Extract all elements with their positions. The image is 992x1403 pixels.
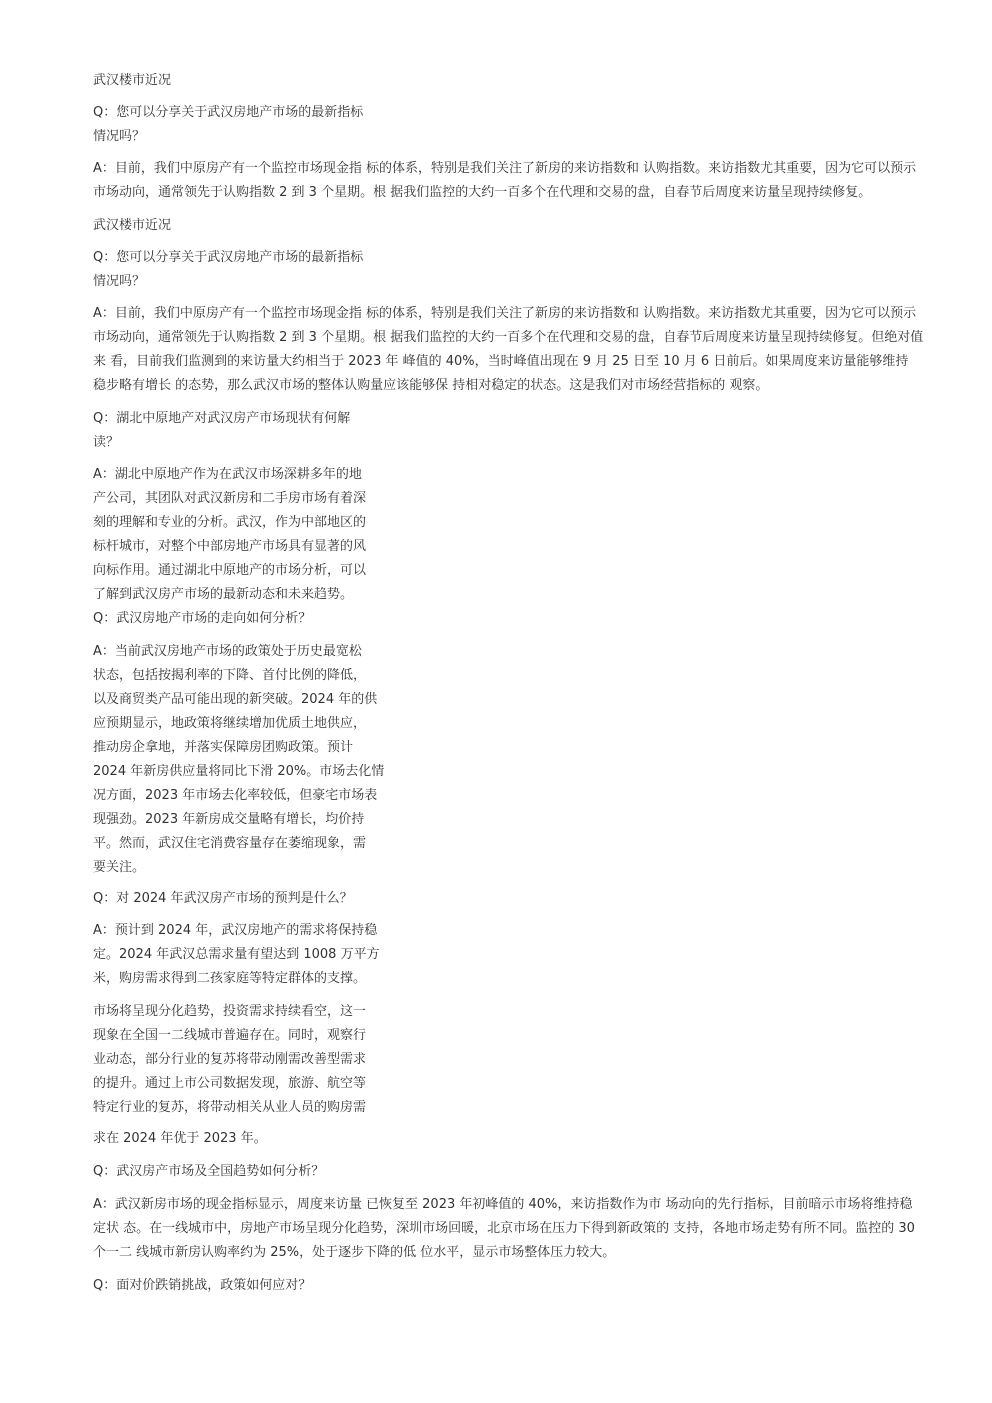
question-paragraph: Q：您可以分享关于武汉房地产市场的最新指标 情况吗？ (93, 105, 364, 144)
answer-paragraph: A：预计到 2024 年，武汉房地产的需求将保持稳 定。2024 年武汉总需求量有望达到 1008 万平方 米，购房需求得到二孩家庭等特定群体的支撑。 (93, 923, 380, 986)
answer-paragraph: A：湖北中原地产作为在武汉市场深耕多年的地 产公司，其团队对武汉新房和二手房市场有着深 刻的理解和专业的分析。武汉，作为中部地区的 标杆城市，对整个中部房地产市场具有显著的风 向标作用。通过湖北中原地产的市场分析，可以 了解到武汉房产市场的最新动态和未来趋势。 (93, 467, 367, 602)
body-paragraph: 市场将呈现分化趋势，投资需求持续看空，这一 现象在全国一二线城市普遍存在。同时，观察行 业动态，部分行业的复苏将带动刚需改善型需求 的提升。通过上市公司数据发现，旅游、航空等 特定行业的复苏，将带动相关从业人员的购房需 (93, 1004, 367, 1115)
answer-paragraph: A：目前，我们中原房产有一个监控市场现金指 标的体系，特别是我们关注了新房的来访指数和 认购指数。来访指数尤其重要，因为它可以预示 市场动向，通常领先于认购指数 2 到 3 个星期。根 据我们监控的大约一百多个在代理和交易的盘，自春节后周度来访量呈现持续修复。 (93, 161, 917, 200)
section-title: 武汉楼市近况 (93, 218, 172, 233)
question-paragraph: Q：湖北中原地产对武汉房产市场现状有何解 读？ (93, 411, 351, 450)
question-paragraph: Q：您可以分享关于武汉房地产市场的最新指标 情况吗？ (93, 250, 364, 289)
question-paragraph: Q：面对价跌销挑战，政策如何应对？ (93, 1278, 312, 1293)
answer-paragraph: A：武汉新房市场的现金指标显示，周度来访量 已恢复至 2023 年初峰值的 40%，来访指数作为市 场动向的先行指标，目前暗示市场将维持稳 定状 态。在一线城市中，房地产市场呈现分化趋势，深圳市场回暖，北京市场在压力下得到新政策的 支持，各地市场走势有所不同。监控的 30 个一二 线城市新房认购率约为 25%，处于逐步下降的低 位水平，显示市场整体压力较大。 (93, 1197, 915, 1260)
question-paragraph: Q：对 2024 年武汉房产市场的预判是什么？ (93, 891, 353, 906)
question-paragraph: Q：武汉房产市场及全国趋势如何分析？ (93, 1164, 325, 1179)
body-paragraph: 求在 2024 年优于 2023 年。 (93, 1131, 267, 1146)
question-paragraph: Q：武汉房地产市场的走向如何分析？ (93, 611, 312, 626)
answer-paragraph: A：当前武汉房地产市场的政策处于历史最宽松 状态，包括按揭利率的下降、首付比例的降低， 以及商贸类产品可能出现的新突破。2024 年的供 应预期显示，地政策将继续增加优质土地供应， 推动房企拿地，并落实保障房团购政策。预计 2024 年新房供应量将同比下滑 20%。市场去化情 况方面，2023 年市场去化率较低，但豪宅市场表 现强劲。2023 年新房成交量略有增长，均价持 平。然而，武汉住宅消费容量存在萎缩现象，需 要关注。 (93, 644, 385, 875)
section-title: 武汉楼市近况 (93, 73, 172, 88)
answer-paragraph: A：目前，我们中原房产有一个监控市场现金指 标的体系，特别是我们关注了新房的来访指数和 认购指数。来访指数尤其重要，因为它可以预示 市场动向，通常领先于认购指数 2 到 3 个星期。根 据我们监控的大约一百多个在代理和交易的盘，自春节后周度来访量呈现持续修复。但绝对值 来 看，目前我们监测到的来访量大约相当于 2023 年 峰值的 40%，当时峰值出现在 9 月 25 日至 10 月 6 日前后。如果周度来访量能够维持 稳步略有增长 的态势，那么武汉市场的整体认购量应该能够保 持相对稳定的状态。这是我们对市场经营指标的 观察。 (93, 306, 924, 393)
